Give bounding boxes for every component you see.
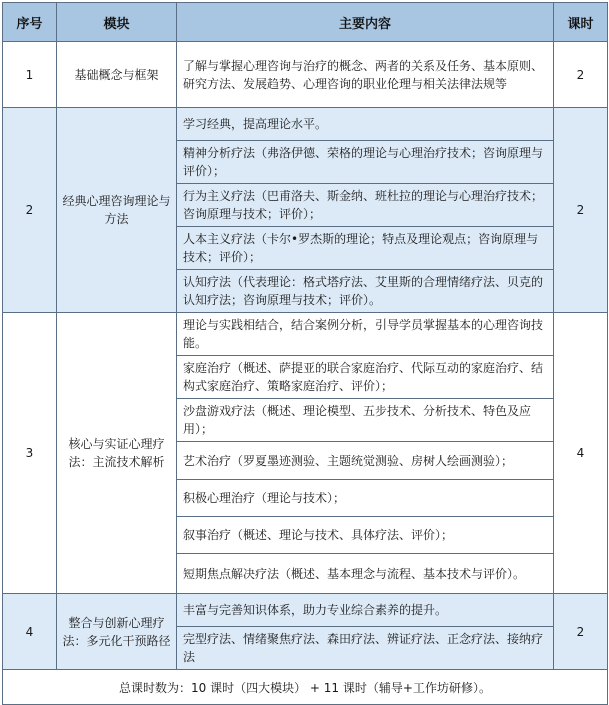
module-1-name: 基础概念与框架 [57, 42, 177, 108]
module-1-num: 1 [3, 42, 57, 108]
module-4-name: 整合与创新心理疗法：多元化干预路径 [57, 594, 177, 670]
module-4-item-2: 完型疗法、情绪聚焦疗法、森田疗法、辨证疗法、正念疗法、接纳疗法 [183, 632, 544, 664]
module-3-item-1: 理论与实践相结合，结合案例分析，引导学员掌握基本的心理咨询技能。 [183, 318, 544, 350]
module-2-num: 2 [3, 108, 57, 313]
module-2-hours: 2 [554, 108, 608, 313]
module-3-item-7: 短期焦点解决疗法（概述、基本理念与流程、基本技术与评价）。 [183, 566, 526, 581]
footer-row [3, 670, 608, 705]
module-3-item-2: 家庭治疗（概述、萨提亚的联合家庭治疗、代际互动的家庭治疗、结构式家庭治疗、策略家庭治疗、评价）； [183, 361, 544, 393]
module-3-item-3: 沙盘游戏疗法（概述、理论模型、五步技术、分析技术、特色及应用）； [183, 404, 532, 436]
module-1-hours: 2 [554, 42, 608, 108]
module-2-item-2: 精神分析疗法（弗洛伊德、荣格的理论与心理治疗技术；咨询原理与评价）； [183, 146, 544, 178]
module-3-item-6: 叙事治疗（概述、理论与技术、具体疗法、评价）； [183, 528, 454, 542]
module-4-num: 4 [3, 594, 57, 670]
header-module: 模块 [57, 3, 177, 42]
header-num: 序号 [3, 3, 57, 42]
module-3-row [3, 313, 608, 356]
module-3-hours: 4 [554, 313, 608, 594]
module-3-item-4: 艺术治疗（罗夏墨迹测验、主题统觉测验、房树人绘画测验）； [183, 453, 514, 468]
total-hours-note: 总课时数为：10 课时（四大模块） + 11 课时（辅导+工作坊研修）。 [3, 670, 608, 705]
module-2-item-1: 学习经典，提高理论水平。 [183, 117, 328, 131]
module-2-item-4: 人本主义疗法（卡尔•罗杰斯的理论；特点及理论观点；咨询原理与技术；评价）； [183, 232, 539, 264]
module-1-item-1: 了解与掌握心理咨询与治疗的概念、两者的关系及任务、基本原则、研究方法、发展趋势、心理咨询的职业伦理与相关法律法规等 [183, 58, 544, 91]
module-3-name: 核心与实证心理疗法：主流技术解析 [57, 313, 177, 594]
module-4-hours: 2 [554, 594, 608, 670]
course-table [2, 2, 608, 705]
module-4-row [3, 594, 608, 627]
module-1-row [3, 42, 608, 108]
module-3-item-5: 积极心理治疗（理论与技术）； [183, 491, 346, 505]
header-hours: 课时 [554, 3, 608, 42]
module-2-item-5: 认知疗法（代表理论：格式塔疗法、艾里斯的合理情绪疗法、贝克的认知疗法；咨询原理与技术；评价）。 [183, 275, 544, 307]
module-2-item-3: 行为主义疗法（巴甫洛夫、斯金纳、班杜拉的理论与心理治疗技术；咨询原理与技术；评价）； [183, 189, 544, 221]
header-row [3, 3, 608, 42]
module-3-num: 3 [3, 313, 57, 594]
module-4-item-1: 丰富与完善知识体系，助力专业综合素养的提升。 [183, 603, 448, 617]
module-2-row [3, 108, 608, 141]
module-2-name: 经典心理咨询理论与方法 [57, 108, 177, 313]
header-content: 主要内容 [177, 3, 554, 42]
